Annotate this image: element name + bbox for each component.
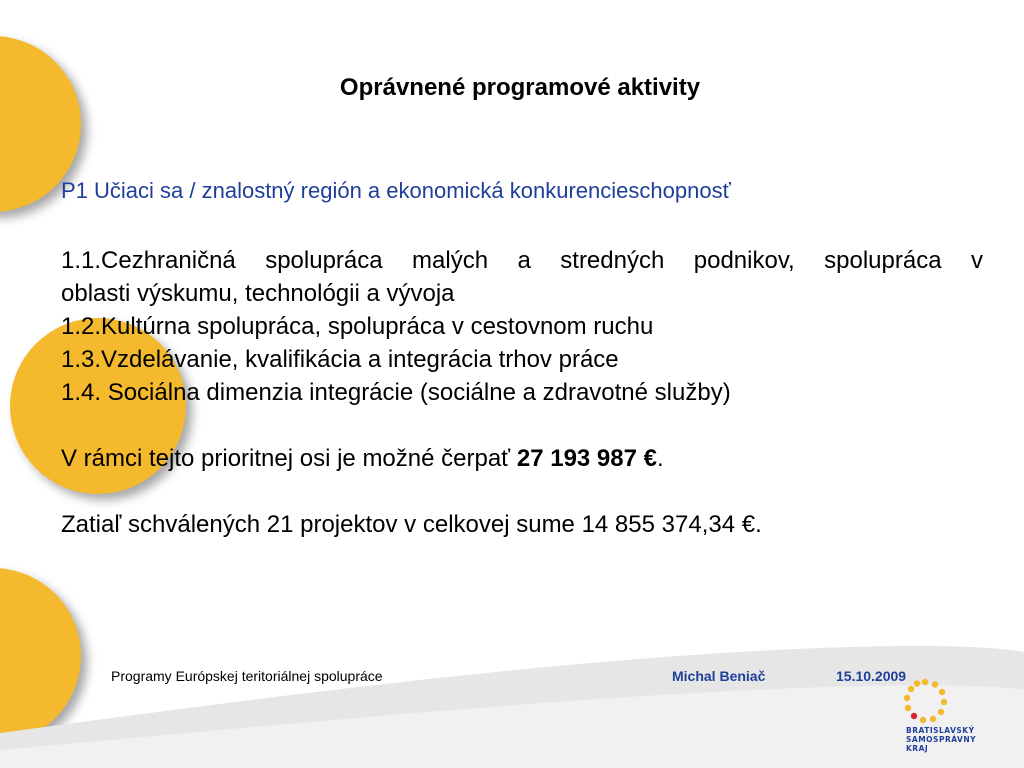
- activity-1-1-line-2: oblasti výskumu, technológii a vývoja: [61, 280, 455, 307]
- logo-text-line-2: SAMOSPRÁVNY: [906, 735, 977, 744]
- bratislava-region-logo: [900, 676, 990, 766]
- footer-program-name: Programy Európskej teritoriálnej spolupráce: [111, 668, 383, 684]
- funding-amount: 27 193 987 €: [516, 445, 657, 472]
- spacer: [61, 475, 983, 508]
- funding-statement: [61, 442, 983, 475]
- activity-1-3: 1.3.Vzdelávanie, kvalifikácia a integrácia trhov práce: [61, 346, 619, 373]
- activity-1-2: 1.2.Kultúrna spolupráca, spolupráca v cestovnom ruchu: [61, 313, 654, 340]
- funding-prefix: V rámci tejto prioritnej osi je možné čerpať: [61, 445, 517, 472]
- priority-heading: P1 Učiaci sa / znalostný región a ekonomická konkurencieschopnosť: [61, 178, 731, 203]
- footer-swoosh: [0, 638, 1024, 768]
- activity-1-4: 1.4. Sociálna dimenzia integrácie (sociálne a zdravotné služby): [61, 379, 731, 406]
- logo-text-line-1: BRATISLAVSKÝ: [906, 726, 975, 735]
- footer-author: Michal Beniač: [672, 668, 766, 684]
- slide-title: Oprávnené programové aktivity: [339, 74, 701, 101]
- activity-1-1-line-1: 1.1.Cezhraničná spolupráca malých a stredných podnikov, spolupráca v: [61, 247, 983, 274]
- approved-projects-statement: Zatiaľ schválených 21 projektov v celkovej sume 14 855 374,34 €.: [61, 511, 762, 538]
- logo-dots-icon: [900, 676, 950, 726]
- slide-body: [61, 244, 983, 541]
- footer-date: 15.10.2009: [836, 668, 907, 684]
- logo-text-line-3: KRAJ: [906, 744, 929, 753]
- spacer: [61, 409, 983, 442]
- logo-text: [906, 726, 976, 753]
- funding-suffix: .: [657, 445, 664, 472]
